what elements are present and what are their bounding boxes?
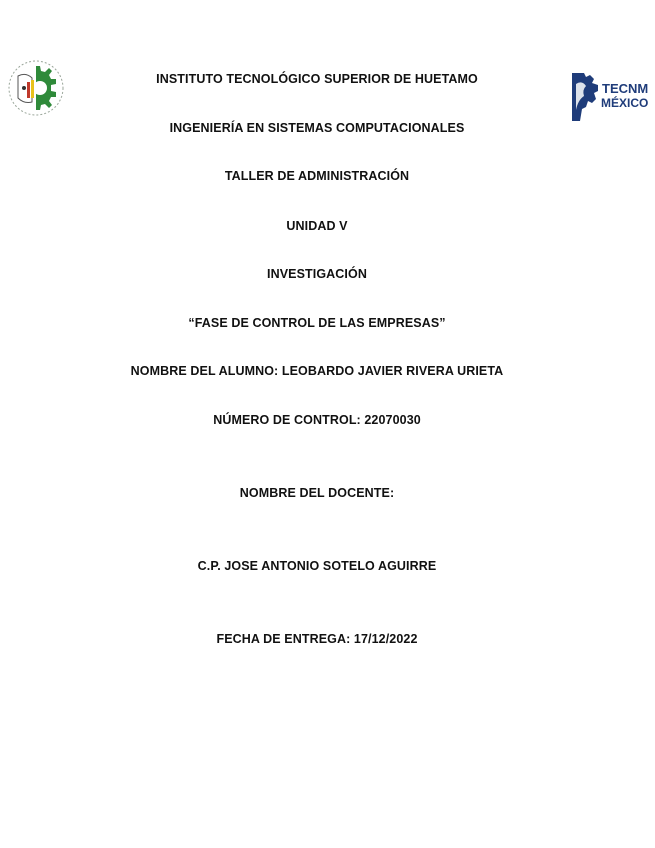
career-name: INGENIERÍA EN SISTEMAS COMPUTACIONALES: [169, 121, 465, 135]
work-type: INVESTIGACIÓN: [267, 267, 367, 281]
delivery-date: FECHA DE ENTREGA: 17/12/2022: [216, 632, 418, 646]
subject-name: TALLER DE ADMINISTRACIÓN: [224, 169, 410, 183]
teacher-label: NOMBRE DEL DOCENTE:: [239, 486, 395, 500]
unit-label: UNIDAD V: [286, 219, 348, 233]
teacher-name: C.P. JOSE ANTONIO SOTELO AGUIRRE: [197, 559, 437, 573]
institution-name: INSTITUTO TECNOLÓGICO SUPERIOR DE HUETAMO: [156, 72, 478, 86]
institute-gear-seal-icon: [6, 58, 66, 118]
institute-logo: [6, 58, 66, 118]
document-title: “FASE DE CONTROL DE LAS EMPRESAS”: [188, 316, 446, 330]
tecnm-logo-text-bottom: MÉXICO: [601, 96, 649, 110]
control-number: NÚMERO DE CONTROL: 22070030: [213, 413, 421, 427]
student-name: NOMBRE DEL ALUMNO: LEOBARDO JAVIER RIVERA URIETA: [130, 364, 504, 378]
tecnm-logo-text-top: TECNM: [602, 81, 649, 96]
